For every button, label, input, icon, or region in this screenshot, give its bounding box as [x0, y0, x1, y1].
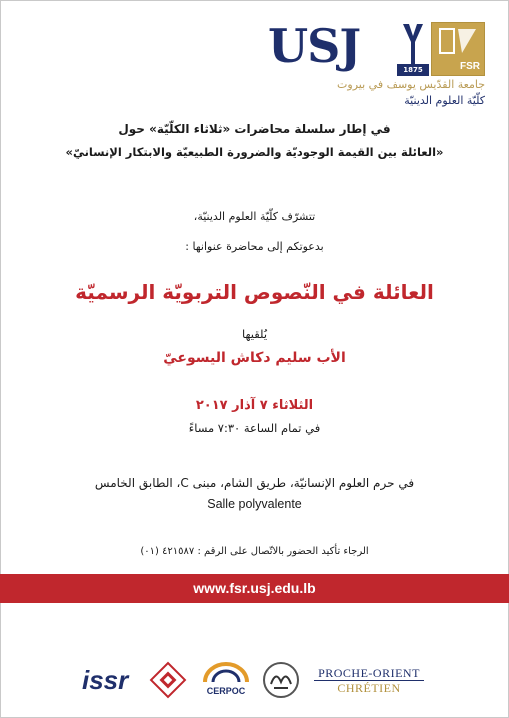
event-date: الثلاثاء ٧ آذار ٢٠١٧ [195, 398, 314, 413]
usj-wordmark [268, 18, 403, 76]
delivered-by-label: يُلقيها [241, 327, 268, 341]
invitation-line-1: تتشرّف كلّيّة العلوم الدينيّة، [193, 210, 316, 223]
poc-line-2: CHRÉTIEN [337, 681, 401, 695]
faculty-name: كلّيّة العلوم الدينيّة [404, 94, 485, 107]
cerpoc-text: CERPOC [206, 686, 246, 696]
usj-fsr-logo [265, 18, 485, 113]
website-link[interactable]: www.fsr.usj.edu.lb [0, 574, 509, 603]
event-time: في تمام الساعة ٧:٣٠ مساءً [188, 421, 321, 435]
issr-logo-icon [82, 660, 134, 700]
fsr-label: FSR [460, 61, 480, 72]
series-theme: «العائلة بين القيمة الوجوديّة والضرورة الطبيعيّة والابتكار الإنسانيّ» [65, 145, 444, 159]
lecture-title: العائلة في النّصوص التربويّة الرسميّة [75, 280, 434, 304]
venue-address: في حرم العلوم الإنسانيّة، طريق الشام، مبنى C، الطابق الخامس [94, 476, 415, 490]
diamond-pattern-icon [148, 660, 188, 700]
invitation-line-2: بدعوتكم إلى محاضرة عنوانها : [185, 240, 324, 253]
cerpoc-logo-icon [199, 660, 253, 700]
university-name: جامعة القدّيس يوسف في بيروت [337, 78, 485, 91]
rsvp-note: الرجاء تأكيد الحضور بالاتّصال على الرقم : ٤٢١٥٨٧ (٠١) [140, 546, 369, 557]
venue-room: Salle polyvalente [207, 497, 302, 511]
founding-year: 1875 [397, 64, 429, 76]
usj-text: USJ [268, 19, 361, 73]
speaker-name: الأب سليم دكاش اليسوعيّ [163, 350, 346, 366]
poc-line-1: PROCHE-ORIENT [318, 666, 420, 680]
series-intro: في إطار سلسلة محاضرات «ثلاثاء الكلّيّة» حول [118, 122, 391, 136]
issr-text: issr [82, 665, 129, 695]
fsr-logo-box [431, 22, 485, 76]
calligraphy-seal-icon [262, 660, 300, 700]
proche-orient-chretien-logo-icon [310, 660, 428, 700]
